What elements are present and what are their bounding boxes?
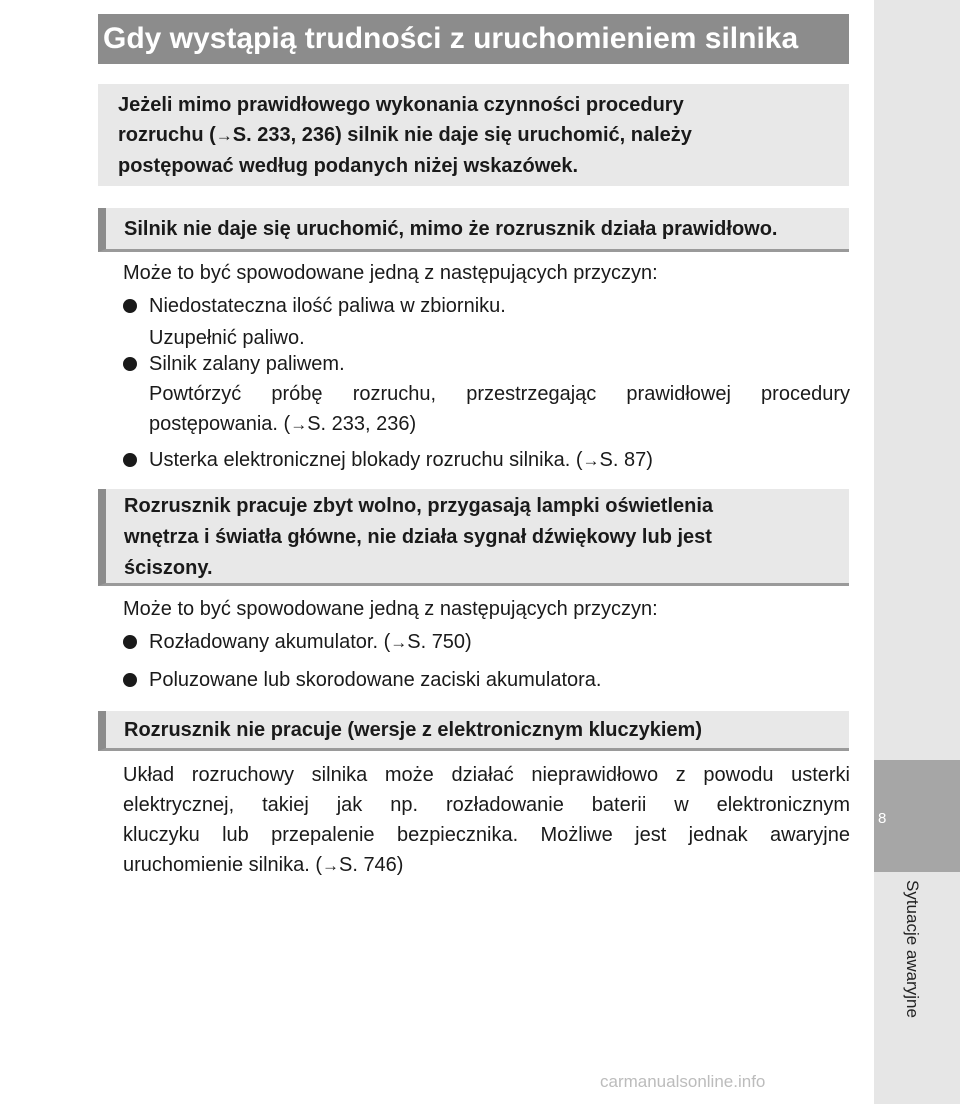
list-item-detail: postępowania. (→S. 233, 236) — [149, 413, 417, 435]
intro-text — [118, 90, 828, 181]
chapter-label: Sytuacje awaryjne — [903, 880, 922, 1018]
intro-line: postępować według podanych niżej wskazówek. — [118, 155, 579, 177]
arrow-icon: → — [582, 451, 600, 470]
arrow-icon: → — [390, 633, 408, 652]
section-header-3 — [98, 711, 849, 751]
section-title: Rozrusznik nie pracuje (wersje z elektronicznym kluczykiem) — [124, 719, 702, 741]
section-header-1 — [98, 208, 849, 252]
section-body: Układ rozruchowy silnika może działać nieprawidłowo z powodu usterki elektrycznej, takiej jak np. rozładowanie baterii w elektronicznym kluczyku lub przepalenie bezpiecznika. Możliwe jest jednak awaryjne uruchomienie silnika. (→S. 746) — [123, 764, 850, 876]
section-header-2 — [98, 489, 849, 586]
bullet-icon — [123, 453, 137, 467]
chapter-number: 8 — [878, 810, 887, 827]
arrow-icon: → — [321, 856, 339, 875]
section-lead: Może to być spowodowane jedną z następujących przyczyn: — [123, 598, 658, 620]
list-item-detail: Powtórzyć próbę rozruchu, przestrzegając prawidłowej procedury — [149, 383, 850, 405]
intro-line: Jeżeli mimo prawidłowego wykonania czynności procedury — [118, 94, 684, 116]
bullet-icon — [123, 635, 137, 649]
list-item-detail: Uzupełnić paliwo. — [149, 327, 305, 349]
page-title: Gdy wystąpią trudności z uruchomieniem silnika — [103, 22, 799, 55]
section-title: Rozrusznik pracuje zbyt wolno, przygasają lampki oświetlenia wnętrza i światła główne, nie działa sygnał dźwiękowy lub jest ściszony. — [124, 495, 714, 579]
section-title: Silnik nie daje się uruchomić, mimo że rozrusznik działa prawidłowo. — [124, 218, 778, 240]
intro-line: rozruchu (→S. 233, 236) silnik nie daje się uruchomić, należy — [118, 124, 692, 146]
bullet-icon — [123, 673, 137, 687]
bullet-icon — [123, 357, 137, 371]
arrow-icon: → — [215, 126, 233, 145]
section-lead: Może to być spowodowane jedną z następujących przyczyn: — [123, 262, 658, 284]
bullet-icon — [123, 299, 137, 313]
watermark: carmanualsonline.info — [600, 1072, 766, 1091]
arrow-icon: → — [290, 415, 308, 434]
